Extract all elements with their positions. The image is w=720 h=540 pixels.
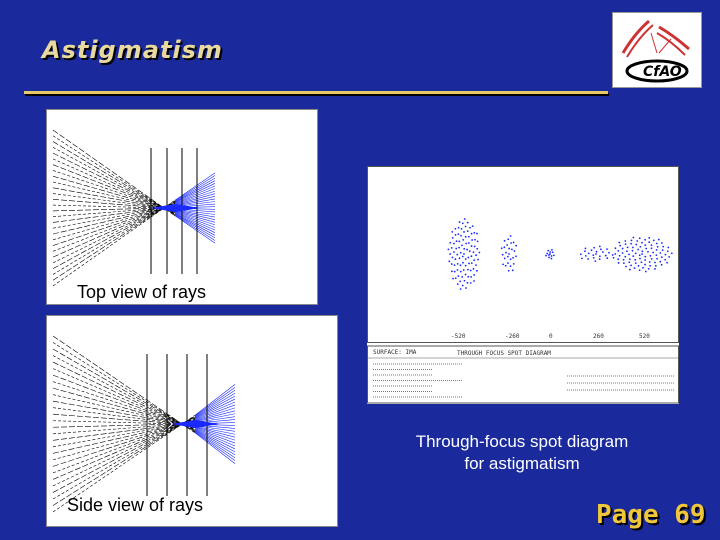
offset-label-2: 0 — [549, 333, 553, 340]
offset-label-4: 520 — [639, 333, 650, 340]
top-view-ray-diagram — [47, 110, 317, 304]
spot-diagram-figure — [367, 166, 679, 404]
spot-surface-label: SURFACE: IMA — [373, 349, 417, 356]
side-view-caption: Side view of rays — [67, 495, 204, 515]
cfao-logo-icon — [613, 13, 701, 87]
logo-text: CfAO — [643, 64, 682, 80]
spot-diagram-plot — [367, 166, 679, 404]
title-underline — [24, 91, 608, 94]
side-view-figure — [46, 315, 338, 527]
slide-title: Astigmatism — [42, 36, 223, 64]
spot-caption-line-1: Through-focus spot diagram — [415, 432, 629, 451]
logo — [612, 12, 702, 88]
page-number: Page 69 — [596, 500, 706, 530]
spot-header: THROUGH FOCUS SPOT DIAGRAM — [457, 350, 551, 357]
spot-caption-line-2: for astigmatism — [464, 454, 580, 473]
offset-label-0: -520 — [451, 333, 466, 340]
spot-diagram-caption — [372, 431, 672, 475]
offset-label-1: -260 — [505, 333, 520, 340]
offset-label-3: 260 — [593, 333, 604, 340]
top-view-figure — [46, 109, 318, 305]
top-view-caption: Top view of rays — [77, 282, 207, 302]
